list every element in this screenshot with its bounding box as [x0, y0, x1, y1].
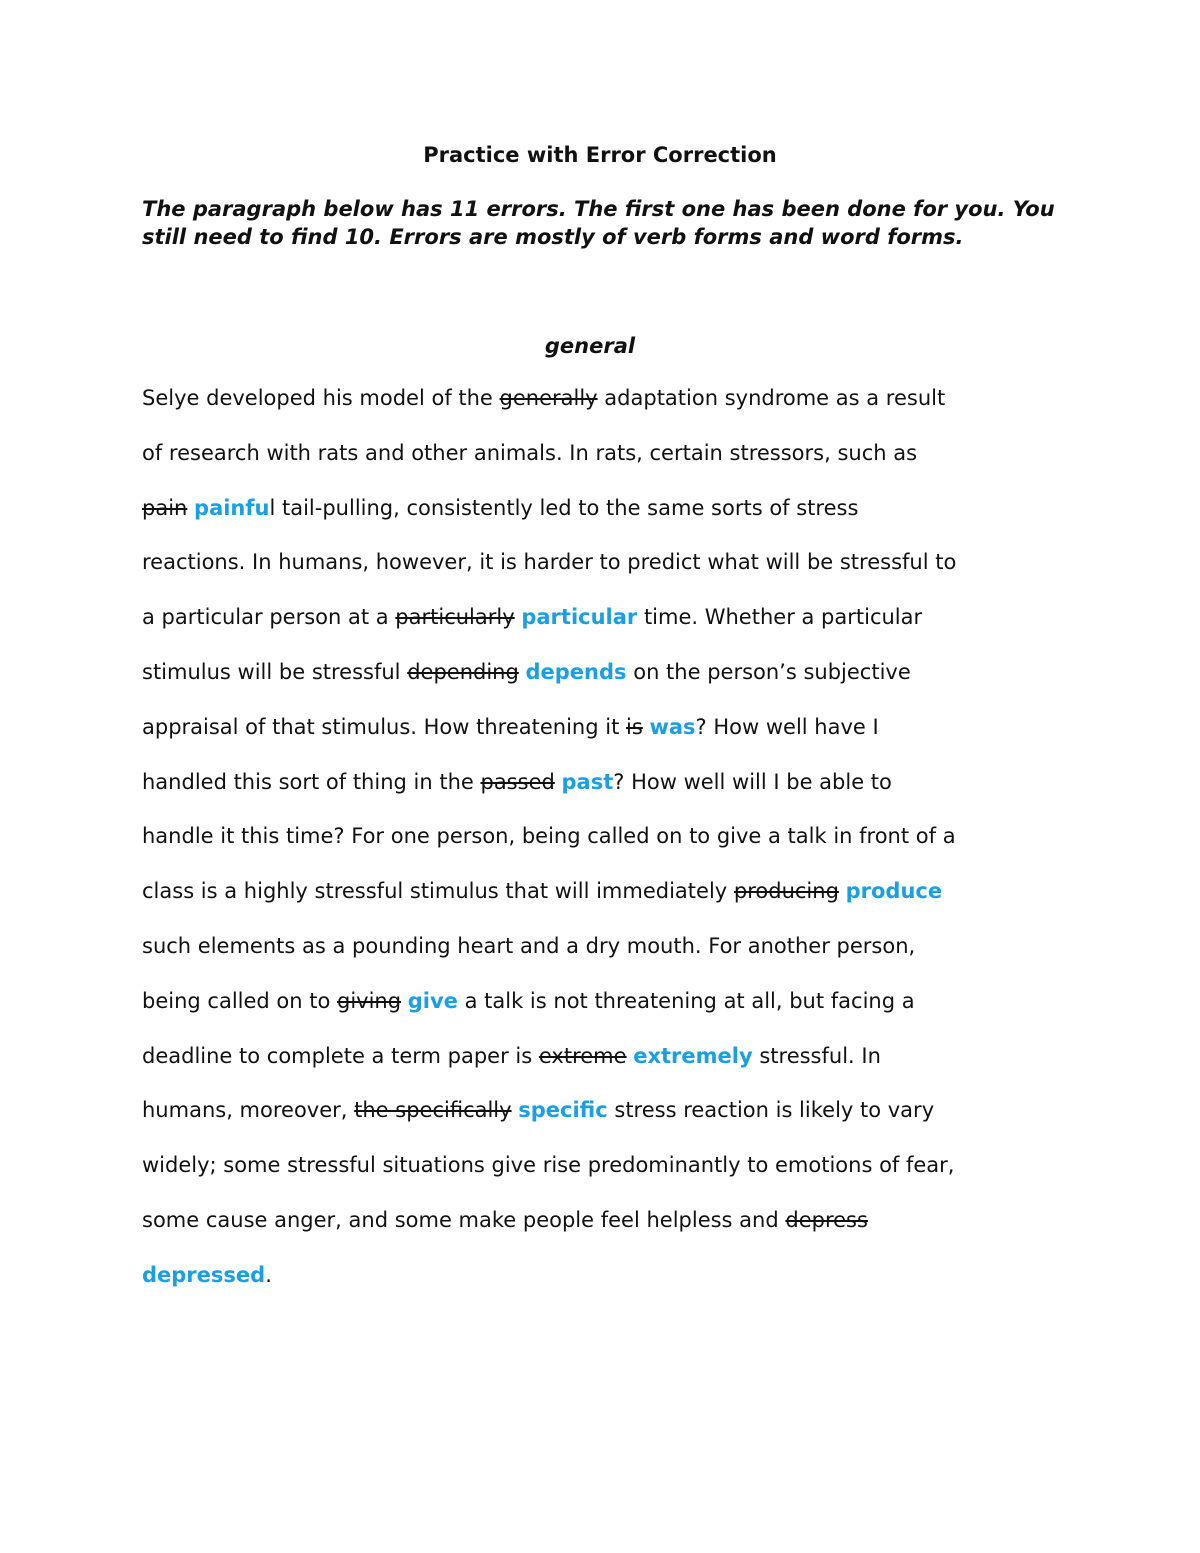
paragraph-line — [142, 426, 1072, 481]
text-run: of research with rats and other animals. In rats, certain stressors, such as — [142, 440, 918, 465]
correction: past — [561, 769, 614, 794]
text-run: handle it this time? For one person, being called on to give a talk in front of a — [142, 824, 956, 849]
struck-error: the specifically — [354, 1098, 512, 1123]
struck-error: depress — [785, 1207, 868, 1232]
correction: extremely — [633, 1043, 753, 1068]
text-run: such elements as a pounding heart and a dry mouth. For another person, — [142, 933, 916, 958]
text-run: being called on to — [142, 988, 337, 1013]
text-run: stimulus will be stressful — [142, 659, 408, 684]
struck-error: generally — [499, 386, 598, 410]
correction: was — [649, 714, 696, 739]
paragraph-line — [142, 1193, 1072, 1248]
text-run: . — [265, 1262, 272, 1287]
text-run: reactions. In humans, however, it is harder to predict what will be stressful to — [142, 550, 957, 575]
paragraph-line — [142, 919, 1072, 974]
text-run: stressful. In — [752, 1043, 881, 1068]
struck-error: giving — [337, 988, 402, 1013]
correction: produce — [845, 879, 943, 904]
struck-error: extreme — [538, 1043, 627, 1068]
text-run: a particular person at a — [142, 605, 396, 630]
paragraph-line — [142, 864, 1072, 919]
correction: specific — [518, 1098, 608, 1123]
paragraph-line — [142, 481, 1072, 536]
paragraph-line — [142, 1248, 1072, 1303]
struck-error: depending — [407, 659, 519, 684]
struck-error: passed — [480, 769, 555, 794]
text-run: widely; some stressful situations give rise predominantly to emotions of fear, — [142, 1153, 955, 1178]
text-run: appraisal of that stimulus. How threatening it — [142, 714, 626, 739]
struck-error: particularly — [395, 605, 515, 630]
text-run: ? How well will I be able to — [613, 769, 892, 794]
struck-error: producing — [733, 879, 839, 904]
text-run: handled this sort of thing in the — [142, 769, 481, 794]
error-paragraph — [142, 371, 1072, 1303]
instructions: The paragraph below has 11 errors. The first one has been done for you. You still need to find 10. Errors are mostly of verb forms and word forms. — [142, 197, 1055, 249]
text-run: a talk is not threatening at all, but facing a — [457, 988, 915, 1013]
text-run — [519, 660, 526, 684]
paragraph-line — [142, 535, 1072, 590]
text-run — [401, 989, 408, 1013]
correction: painfu — [194, 495, 270, 520]
paragraph-line — [142, 1083, 1072, 1138]
paragraph-line — [142, 371, 1072, 426]
text-run: stress reaction is likely to vary — [607, 1098, 935, 1123]
text-run: l tail-pulling, consistently led to the same sorts of stress — [269, 495, 859, 520]
paragraph-line — [142, 590, 1072, 645]
text-run: adaptation syndrome as a result — [597, 386, 946, 410]
paragraph-line — [142, 809, 1072, 864]
correction: depressed — [142, 1262, 266, 1287]
text-run: on the person’s subjective — [626, 659, 911, 684]
text-run — [555, 770, 562, 794]
correction: give — [407, 988, 458, 1013]
struck-error: pain — [142, 495, 188, 520]
text-run — [839, 879, 846, 903]
correction: depends — [525, 659, 627, 684]
text-run: ? How well have I — [695, 714, 879, 739]
correction: particular — [521, 605, 638, 630]
first-correction-label: general — [544, 334, 636, 358]
paragraph-line — [142, 974, 1072, 1029]
struck-error: is — [625, 714, 643, 739]
text-run: some cause anger, and some make people feel helpless and — [142, 1207, 786, 1232]
paragraph-line — [142, 755, 1072, 810]
page-title: Practice with Error Correction — [423, 143, 777, 167]
text-run: class is a highly stressful stimulus that will immediately — [142, 879, 734, 904]
text-run: deadline to complete a term paper is — [142, 1043, 539, 1068]
text-run: humans, moreover, — [142, 1098, 355, 1123]
text-run: Selye developed his model of the — [142, 386, 500, 410]
paragraph-line — [142, 1138, 1072, 1193]
paragraph-line — [142, 1029, 1072, 1084]
text-run: time. Whether a particular — [637, 605, 923, 630]
paragraph-line — [142, 700, 1072, 755]
paragraph-line — [142, 645, 1072, 700]
